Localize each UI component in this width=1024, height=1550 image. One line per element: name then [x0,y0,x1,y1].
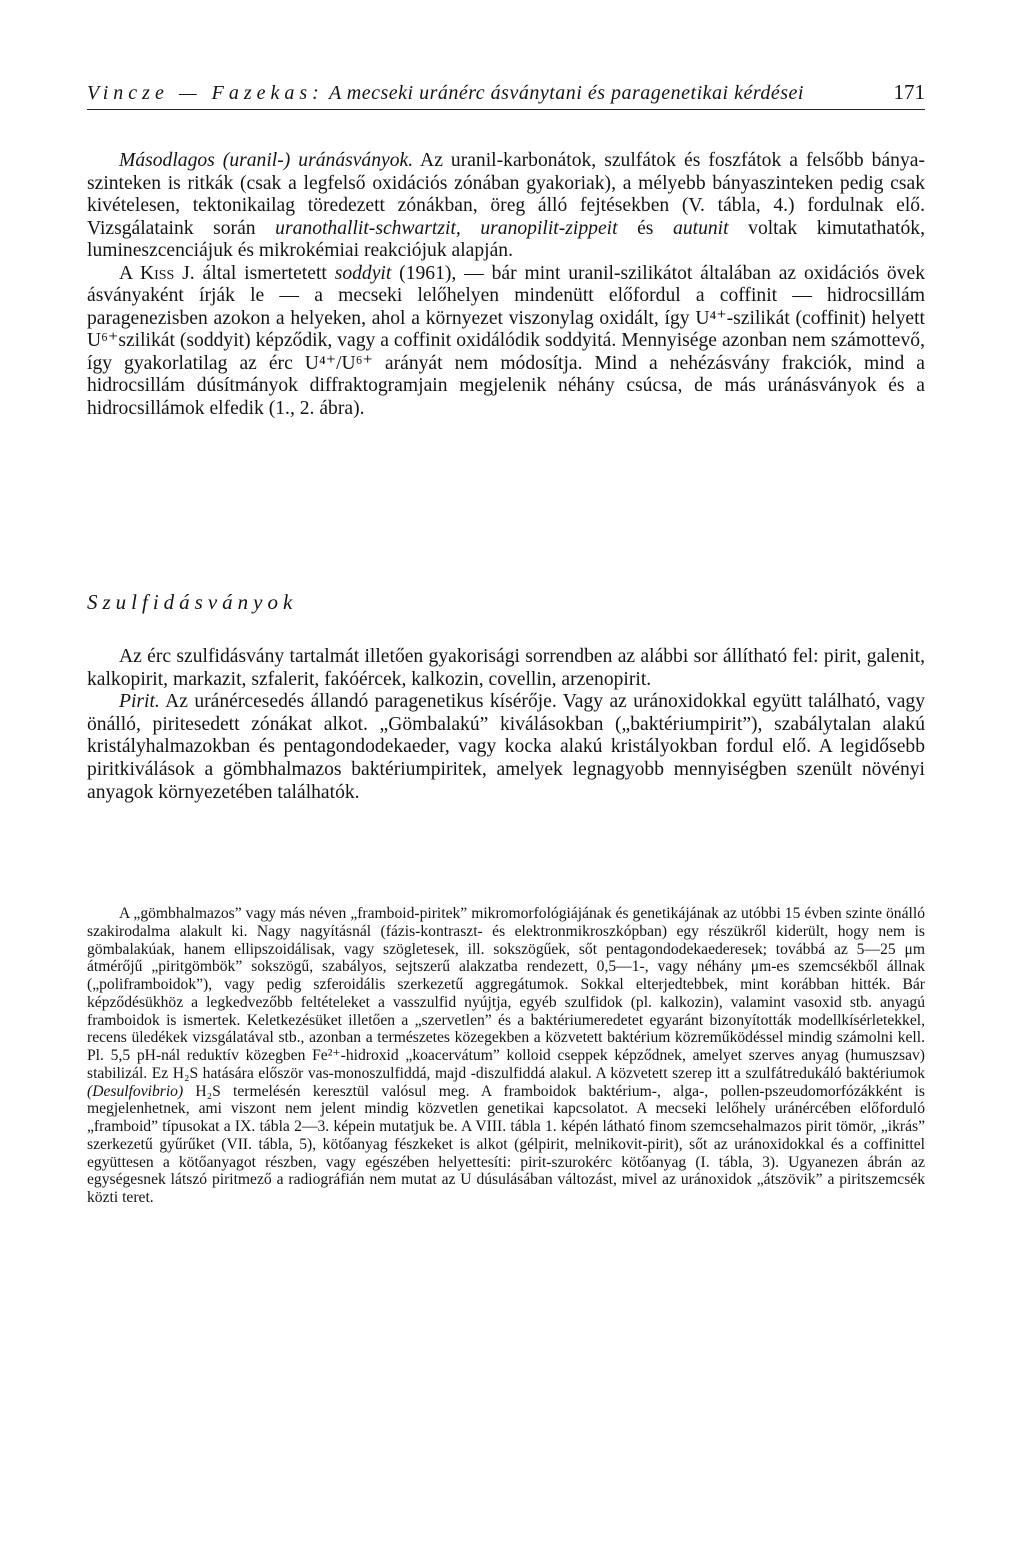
genus-name: (Desulfovibrio) [87,1082,184,1100]
running-header [87,72,925,110]
paragraph-lead-title: Másodlagos (uranil-) uránásványok. [119,150,414,171]
running-title [87,82,804,105]
header-author: Vincze — Fazekas: [87,82,324,104]
paragraph-soddyit: A Kiss J. által ismertetett soddyit (1961), — bár mint uranil-szilikátot általában az oxidációs övek ásványaként írják le — a mecseki lelőhelyen mindenütt előfordul a coffinit — hidrocsillám paragenezisben azokon a helyeken, ahol a környezet viszonylag oxidált, így U⁴⁺-szilikát (coffinit) helyett U⁶⁺szilikát (soddyit) képződik, vagy a coffinit oxidálódik soddyitá. Mennyisége azonban nem számottevő, így gyakorlatilag az érc U⁴⁺/U⁶⁺ arányát nem módosítja. Mind a nehézásvány frakciók, mind a hidrocsillám dúsítmányok diffraktogramjain megjelenik néhány csúcsa, de más uránásványok és a hidrocsillámok elfedik (1., 2. ábra). [87,262,926,419]
footnote [87,905,925,1207]
paragraph-pyrite: Pirit. Az uránércesedés állandó paragenetikus kísérője. Vagy az uránoxidokkal együtt található, vagy önálló, piritesedett zónákat alkot. „Gömbalakú” kiválásokban („baktériumpirit”), szabálytalan alakú kristályhalmazokban és pentagondodekaeder, vagy kocka alakú kristályokban fordul elő. A legidősebb piritkiválások a gömbhalmazos baktériumpiritek, amelyek legnagyobb mennyiségben szenült növényi anyagok környezetében találhatók. [87,691,925,803]
footnote-paragraph: A „gömbhalmazos” vagy más néven „framboid-piritek” mikromorfológiájának és genetikájának az utóbbi 15 évben szinte önálló szakirodalma alakult ki. Nagy nagyításnál (fázis-kontraszt- és elektronmikroszkópban) egy részükről kiderült, hogy nem is gömbalakúak, hanem ellipszoidálisak, vagy szögletesek, ill. sokszögűek, sőt pentagondodekaederesek; továbbá az 5—25 μm átmérőjű „piritgömbök” sokszögű, szabályos, sejtszerű alakzatba rendezett, 0,5—1-, vagy néhány μm-es szemcsékből állnak („poliframboidok”), vagy pedig szferoidális szerkezetű aggregátumok. Sokkal elterjedtebbek, mint korábban hitték. Bár képződésükhöz a legkedvezőbb feltételeket a vasszulfid nyújtja, egyéb szulfidok (pl. kalkozin), valamint vasoxid stb. anyagú framboidok is ismertek. Keletkezésüket illetően a „szervetlen” és a baktériumeredetet egyaránt bizonyították modellkísérletekkel, recens üledékek vizsgálatával stb., azonban a természetes közegekben a közvetett baktérium közreműködéssel mindig számolni kell. Pl. 5,5 pH-nál reduktív közegben Fe²⁺-hidroxid „koacervátum” kolloid cseppek képződnek, amelyet szerves anyag (humuszsav) stabilizál. Ez H₂S hatására először vas-monoszulfiddá, majd -diszulfiddá alakul. A közvetett szerep itt a szulfátredukáló baktériumok (Desulfovibrio) H₂S termelésén keresztül valósul meg. A framboidok baktérium-, alga-, pollen-pszeudomorfózákként is megjelenhetnek, ami viszont nem jelent mindig közvetlen genetikai kapcsolatot. A mecseki lelőhely uránércében előforduló „framboid” típusokat a IX. tábla 2—3. képein mutatjuk be. A VIII. tábla 1. képén látható finom szemcsehalmazos pirit tömör, „ikrás” szerkezetű gyűrűket (VII. tábla, 5), kötőanyag fészkeket is alkot (gélpirit, melnikovit-pirit), sőt az uránoxidokkal és a coffinittel együttesen a kötőanyagot részben, vagy egészében helyettesíti: pirit-szurokérc kötőanyag (I. tábla, 3). Ugyanezen ábrán az egységesnek látszó piritmező a radiográfián nem mutat az U dúsulásában változást, mivel az uránoxidok „átszövik” a piritszemcsék közti teret. [87,905,925,1206]
header-title: A mecseki uránérc ásványtani és paragenetikai kérdései [328,82,804,104]
paragraph-sulfide-order: Az érc szulfidásvány tartalmát illetően gyakorisági sorrendben az alábbi sor állítható fel: pirit, galenit, kalkopirit, markazit, szfalerit, fakóércek, kalkozin, covellin, arzenopirit. [87,646,925,690]
mineral-names: uranothallit-schwartzit, uranopilit-zippeit [275,217,618,239]
sulfide-text [87,646,925,804]
paragraph-secondary-uranium-minerals: Másodlagos (uranil-) uránásványok. Az uranil-karbonátok, szulfátok és foszfátok a felsőbb bánya-szinteken is ritkák (csak a legfelső oxidációs zónában gyakoriak), a mélyebb bányaszinteken pedig csak kivételesen, tektonikailag töredezett zónákban, öreg álló fejtésekben (V. tábla, 4.) fordulnak elő. Vizsgálataink során uranothallit-schwartzit, uranopilit-zippeit és autunit voltak kimutathatók, lumineszcenciájuk és mikrokémiai reakciójuk alapján. [87,150,925,261]
main-text [87,150,925,420]
section-heading: Szulfidásványok [87,590,298,614]
author-name: Kiss [139,262,175,284]
mineral-name-soddyit: soddyit [334,262,392,284]
paragraph-lead-title: Pirit. [119,691,160,713]
page-number: 171 [893,80,925,104]
mineral-name-autunit: autunit [673,217,729,239]
